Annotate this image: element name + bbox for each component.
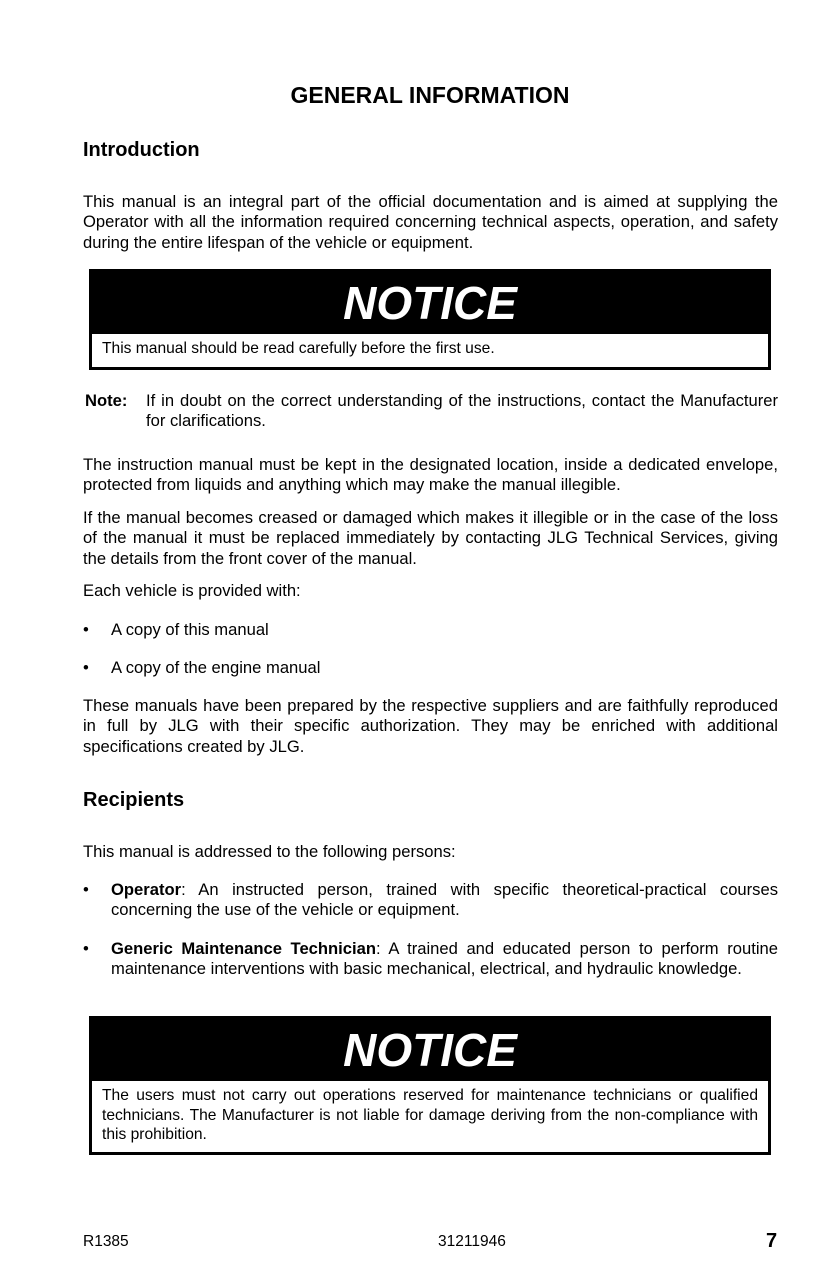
provided-with-paragraph: Each vehicle is provided with: — [83, 581, 301, 600]
bullet-marker: • — [83, 939, 89, 958]
suppliers-paragraph: These manuals have been prepared by the respective suppliers and are faithfully reproduced in full by JLG with their specific authorization. They may be enriched with additional specifications created by JLG. — [83, 696, 778, 756]
notice-box-read-manual — [89, 269, 771, 370]
footer-document-code: R1385 — [83, 1233, 129, 1250]
footer-part-number: 31211946 — [438, 1233, 506, 1250]
notice-header: NOTICE — [92, 1019, 768, 1081]
note-text: If in doubt on the correct understanding of the instructions, contact the Manufacturer for clarifications. — [146, 391, 778, 431]
list-item: A copy of this manual — [111, 620, 269, 639]
term: Generic Maintenance Technician — [111, 939, 376, 958]
term: Operator — [111, 880, 182, 899]
description: : A trained and educated person to perform routine maintenance interventions with basic mechanical, electrical, and hydraulic knowledge. — [111, 939, 778, 979]
notice-body: This manual should be read carefully before the first use. — [102, 340, 495, 357]
section-heading-recipients: Recipients — [83, 789, 185, 811]
page-number: 7 — [766, 1230, 778, 1252]
list-item-operator — [111, 880, 778, 921]
bullet-marker: • — [83, 658, 89, 677]
bullet-marker: • — [83, 880, 89, 899]
note-label: Note: — [85, 391, 128, 410]
notice-header: NOTICE — [92, 272, 768, 334]
page-title: GENERAL INFORMATION — [290, 82, 570, 108]
recipients-intro: This manual is addressed to the following persons: — [83, 842, 456, 861]
replacement-paragraph: If the manual becomes creased or damaged which makes it illegible or in the case of the loss of the manual it must be replaced immediately by contacting JLG Technical Services, giving the details from the front cover of the manual. — [83, 508, 778, 568]
notice-body: The users must not carry out operations reserved for maintenance technicians or qualified technicians. The Manufacturer is not liable for damage deriving from the non-compliance with this prohibition. — [102, 1087, 758, 1143]
description: : An instructed person, trained with specific theoretical-practical courses concerning the use of the vehicle or equipment. — [111, 880, 778, 920]
section-heading-introduction: Introduction — [83, 139, 200, 161]
list-item-maintenance-technician — [111, 939, 778, 980]
intro-paragraph: This manual is an integral part of the official documentation and is aimed at supplying the Operator with all the information required concerning technical aspects, operation, and safety during the entire lifespan of the vehicle or equipment. — [83, 192, 778, 252]
storage-paragraph: The instruction manual must be kept in the designated location, inside a dedicated envelope, protected from liquids and anything which may make the manual illegible. — [83, 455, 778, 495]
bullet-marker: • — [83, 620, 89, 639]
list-item: A copy of the engine manual — [111, 658, 321, 677]
notice-box-users — [89, 1016, 771, 1155]
